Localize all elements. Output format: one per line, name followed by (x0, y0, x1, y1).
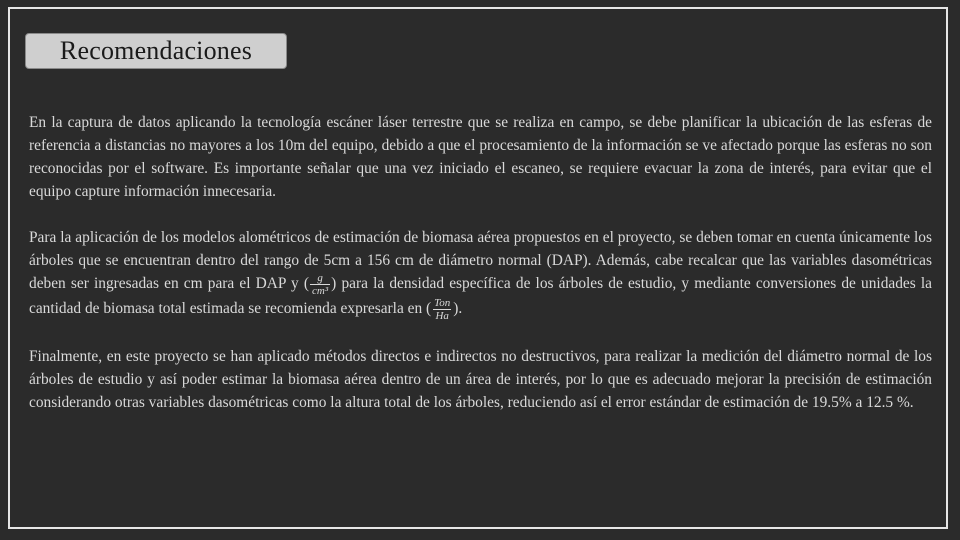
biomass-unit-fraction (432, 297, 452, 322)
paragraph-conclusion: Finalmente, en este proyecto se han aplicado métodos directos e indirectos no destructivos, para realizar la medición del diámetro normal de los árboles de estudio y así poder estimar la biomasa aérea dentro de un área de interés, por lo que es adecuado mejorar la precisión de estimación considerando otras variables dasométricas como la altura total de los árboles, reduciendo así el error estándar de estimación de 19.5% a 12.5 %. (29, 348, 932, 411)
fraction-numerator: Ton (434, 297, 451, 309)
fraction-denominator: Ha (435, 310, 449, 322)
slide-body (29, 111, 932, 437)
slide-title: Recomendaciones (59, 36, 253, 65)
fraction-numerator: g (317, 272, 323, 284)
paragraph-models-text-3: ). (453, 300, 463, 318)
density-unit-fraction (310, 272, 330, 297)
paragraph-models (29, 226, 932, 322)
paragraph-models-text-1: Para la aplicación de los modelos alométricos de estimación de biomasa aérea propuestos en el proyecto, se deben tomar en cuenta únicamente los árboles que se encuentran dentro del rango de 5cm a 156 cm de diámetro normal (DAP). Además, cabe recalcar que las variables dasométricas deben ser ingresadas en cm para el DAP y ( (29, 229, 932, 293)
paragraph-capture: En la captura de datos aplicando la tecnología escáner láser terrestre que se realiza en campo, se debe planificar la ubicación de las esferas de referencia a distancias no mayores a los 10m del equipo, debido a que el procesamiento de la información se ve afectado porque las esferas no son reconocidas por el software. Es importante señalar que una vez iniciado el escaneo, se requiere evacuar la zona de interés, para evitar que el equipo capture información innecesaria. (29, 114, 932, 200)
title-box (25, 33, 287, 69)
paragraph-models-text-2: ) para la densidad específica de los árboles de estudio, y mediante conversiones de unidades la cantidad de biomasa total estimada se recomienda expresarla en ( (29, 275, 932, 318)
fraction-denominator: cm³ (312, 285, 329, 297)
